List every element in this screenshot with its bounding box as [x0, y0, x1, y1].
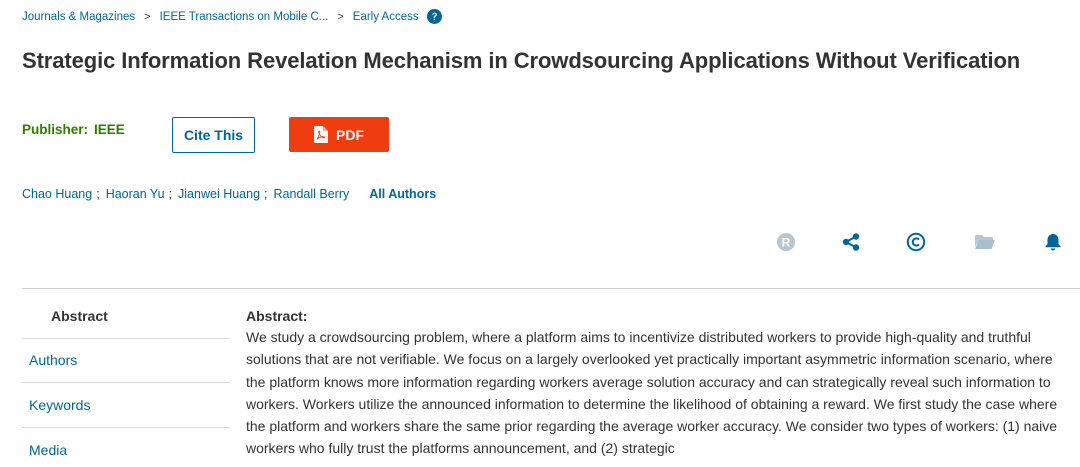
author-link[interactable]: Chao Huang: [22, 187, 93, 201]
folder-icon[interactable]: [974, 231, 996, 253]
pdf-button-label: PDF: [336, 126, 364, 143]
breadcrumb: [22, 9, 442, 24]
author-link[interactable]: Jianwei Huang: [178, 187, 261, 201]
document-sections-nav: [22, 294, 230, 467]
copyright-icon[interactable]: [905, 231, 927, 253]
abstract-text: We study a crowdsourcing problem, where a platform aims to incentivize distributed workers to provide high-quality and truthful solutions that are not verifiable. We focus on a largely overlooked yet practically important asymmetric information scenario, where the platform knows more information regarding workers average solution accuracy and can strategically reveal such information to workers. Workers utilize the announced information to determine the likelihood of obtaining a reward. We first study the case where the platform and workers share the same prior regarding the average worker accuracy. We consider two types of workers: (1) naive workers who fully trust the platforms announcement, and (2) strategic: [246, 329, 1058, 457]
nav-item-keywords[interactable]: Keywords: [22, 383, 230, 428]
publisher-value: IEEE: [94, 122, 125, 137]
author-link[interactable]: Randall Berry: [273, 187, 350, 201]
abstract-section: [246, 306, 1076, 460]
pdf-icon: [314, 126, 328, 143]
breadcrumb-transactions[interactable]: IEEE Transactions on Mobile C...: [159, 10, 329, 23]
author-link[interactable]: Haoran Yu: [105, 187, 165, 201]
nav-item-authors[interactable]: Authors: [22, 339, 230, 384]
pdf-button[interactable]: [289, 117, 389, 152]
share-icon[interactable]: [840, 231, 862, 253]
breadcrumb-separator: >: [144, 10, 151, 23]
author-list: [22, 187, 436, 201]
breadcrumb-early-access[interactable]: Early Access: [352, 10, 419, 23]
bell-icon[interactable]: [1042, 231, 1064, 253]
page-title: Strategic Information Revelation Mechanism in Crowdsourcing Applications Without Verification: [22, 48, 1021, 73]
svg-text:R: R: [781, 235, 791, 250]
author-separator: ;: [168, 187, 173, 201]
author-separator: ;: [264, 187, 268, 201]
publisher-label: Publisher:: [22, 122, 89, 137]
rights-r-icon[interactable]: [775, 231, 797, 253]
breadcrumb-journals[interactable]: Journals & Magazines: [22, 10, 136, 23]
all-authors-link[interactable]: All Authors: [369, 187, 437, 201]
nav-item-abstract[interactable]: Abstract: [22, 294, 230, 339]
abstract-heading: Abstract:: [246, 308, 308, 324]
cite-this-button[interactable]: Cite This: [172, 117, 255, 153]
section-divider: [22, 288, 1080, 289]
nav-item-media[interactable]: Media: [29, 441, 68, 458]
author-separator: ;: [96, 187, 100, 201]
breadcrumb-separator: >: [337, 10, 344, 23]
publisher: [22, 122, 125, 137]
help-icon[interactable]: [427, 9, 442, 24]
article-tools: [0, 231, 1080, 253]
